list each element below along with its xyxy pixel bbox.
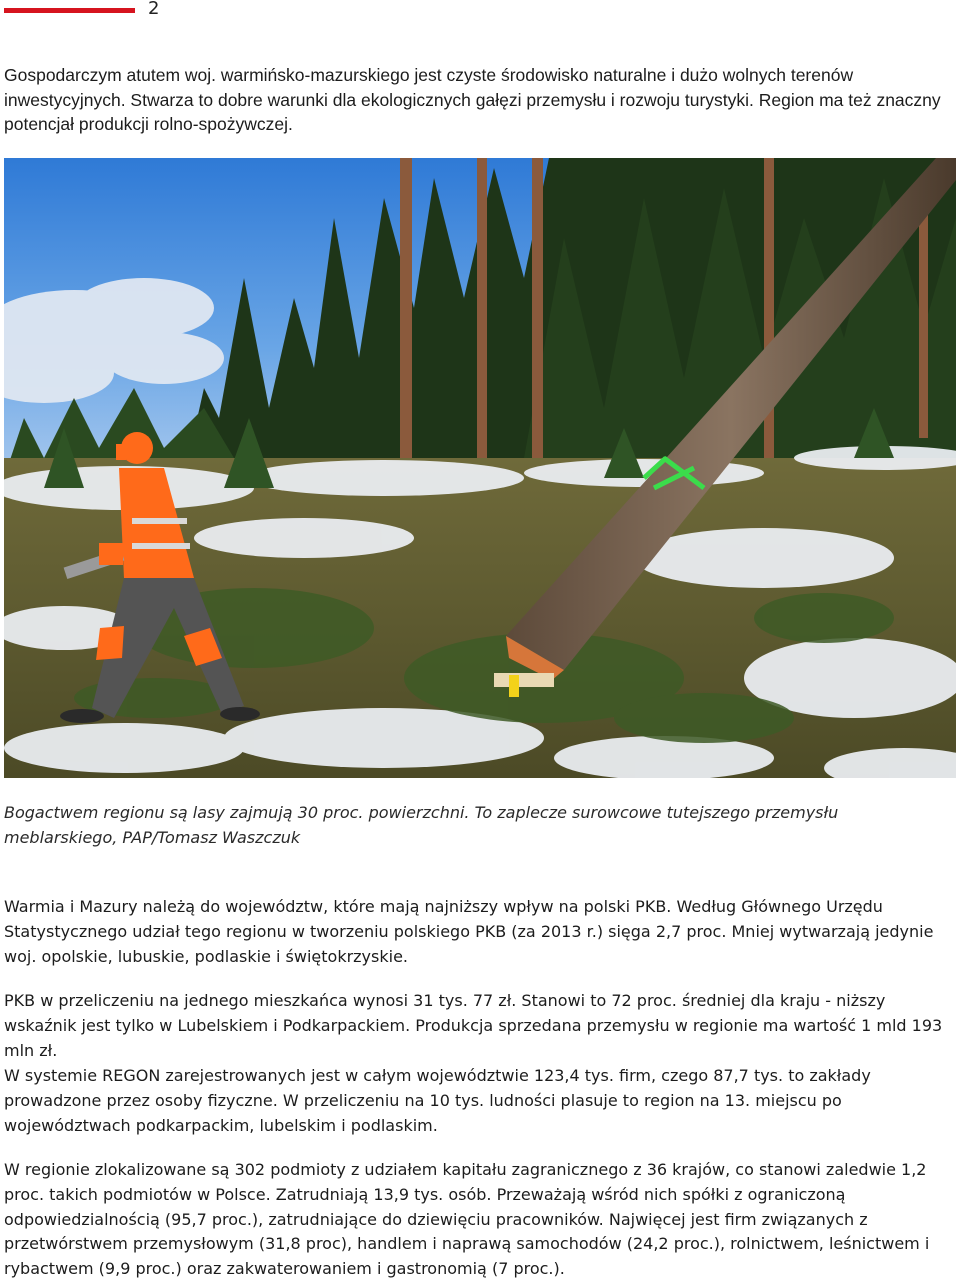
intro-paragraph: Gospodarczym atutem woj. warmińsko-mazurskiego jest czyste środowisko naturalne i dużo wolnych terenów inwestycyjnych. Stwarza to dobre warunki dla ekologicznych gałęzi przemysłu i rozwoju turystyki. Region ma też znaczny potencjał produkcji rolno-spożywczej. xyxy=(4,65,941,134)
body-paragraph-foreign-capital: W regionie zlokalizowane są 302 podmioty z udziałem kapitału zagranicznego z 36 krajów, co stanowi zaledwie 1,2 proc. takich podmiotów w Polsce. Zatrudniają 13,9 tys. osób. Przeważają wśród nich spółki z ograniczoną odpowiedzialnością (95,7 proc.), zatrudniające do dziewięciu pracowników. Najwięcej jest firm związanych z przetwórstwem przemysłowym (31,8 proc), handlem i naprawą samochodów (24,2 proc.), rolnictwem, leśnictwem i rybactwem (9,9 proc.) oraz zakwaterowaniem i gastronomią (7 proc.). xyxy=(4,1160,930,1279)
body-paragraph-gdp-per-capita: PKB w przeliczeniu na jednego mieszkańca wynosi 31 tys. 77 zł. Stanowi to 72 proc. średniej dla kraju - niższy wskaźnik jest tylko w Lubelskiem i Podkarpackiem. Produkcja sprzedana przemysłu w regionie ma wartość 1 mld 193 mln zł. xyxy=(4,991,943,1060)
forest-logging-photo xyxy=(4,158,956,778)
photo-caption: Bogactwem regionu są lasy zajmują 30 proc. powierzchni. To zaplecze surowcowe tutejszego przemysłu meblarskiego, PAP/Tomasz Waszczuk xyxy=(4,803,839,847)
body-paragraph-gdp-share: Warmia i Mazury należą do województw, które mają najniższy wpływ na polski PKB. Według Głównego Urzędu Statystycznego udział tego regionu w tworzeniu polskiego PKB (za 2013 r.) sięga 2,7 proc. Mniej wytwarzają jedynie woj. opolskie, lubuskie, podlaskie i świętokrzyskie. xyxy=(4,897,934,966)
red-accent-rule xyxy=(4,8,135,13)
tree-stump xyxy=(494,673,554,687)
page-header xyxy=(0,0,960,24)
page-number: 2 xyxy=(148,0,160,19)
felling-wedge xyxy=(509,675,519,697)
body-paragraph-regon: W systemie REGON zarejestrowanych jest w całym województwie 123,4 tys. firm, czego 87,7 tys. to zakłady prowadzone przez osoby fizyczne. W przeliczeniu na 10 tys. ludności plasuje to region na 13. miejscu po województwach podkarpackim, lubelskim i podlaskim. xyxy=(4,1066,871,1135)
